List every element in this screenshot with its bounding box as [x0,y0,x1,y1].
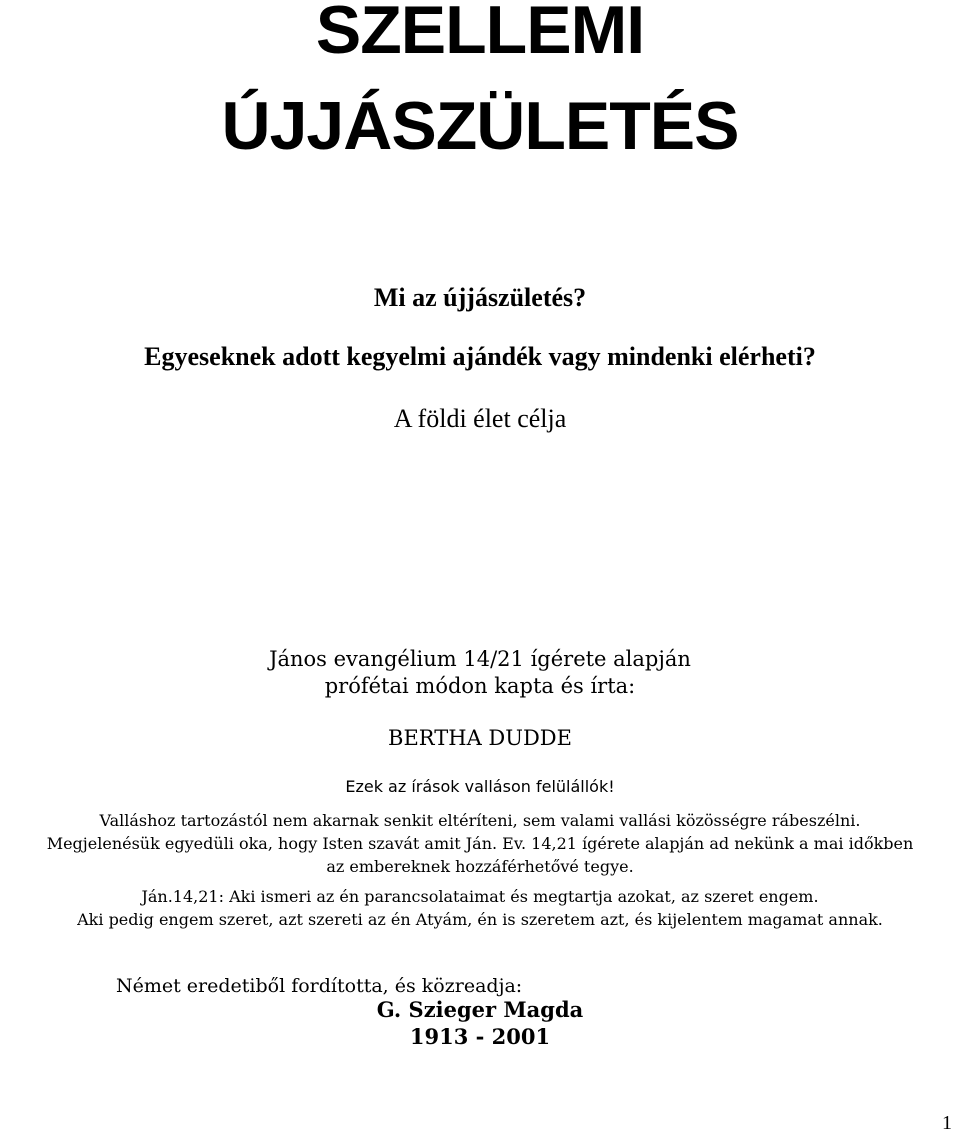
verse-line-1: Ján.14,21: Aki ismeri az én parancsolataimat és megtartja azokat, az szeret engem. [141,887,819,906]
note-line-3: Megjelenésük egyedüli oka, hogy Isten szavát amit Ján. Ev. 14,21 ígérete alapján ad nekünk a mai időkben [46,834,914,853]
subtitle-question-1: Mi az újjászületés? [373,283,587,312]
source-line-2: prófétai módon kapta és írta: [324,674,636,698]
subtitle-question-2: Egyeseknek adott kegyelmi ajándék vagy mindenki elérheti? [144,342,816,371]
note-line-2: Valláshoz tartozástól nem akarnak senkit eltéríteni, sem valami vallási közösségre rábeszélni. [99,811,861,830]
translator-name: G. Szieger Magda [376,997,584,1022]
translator-label: Német eredetiből fordította, és közreadja: [116,975,523,997]
subtitle-purpose: A földi élet célja [393,404,567,433]
note-line-4: az embereknek hozzáférhetővé tegye. [326,857,634,876]
author-name: BERTHA DUDDE [388,726,572,750]
verse-line-2: Aki pedig engem szeret, azt szereti az én Atyám, én is szeretem azt, és kijelentem magamat annak. [77,910,883,929]
source-line-1: János evangélium 14/21 ígérete alapján [269,647,691,671]
page-number: 1 [942,1112,952,1134]
note-line-1: Ezek az írások valláson felülállók! [345,777,615,796]
title-line-1: SZELLEMI [315,0,645,68]
translator-years: 1913 - 2001 [409,1024,551,1049]
title-line-2: ÚJJÁSZÜLETÉS [221,88,739,164]
